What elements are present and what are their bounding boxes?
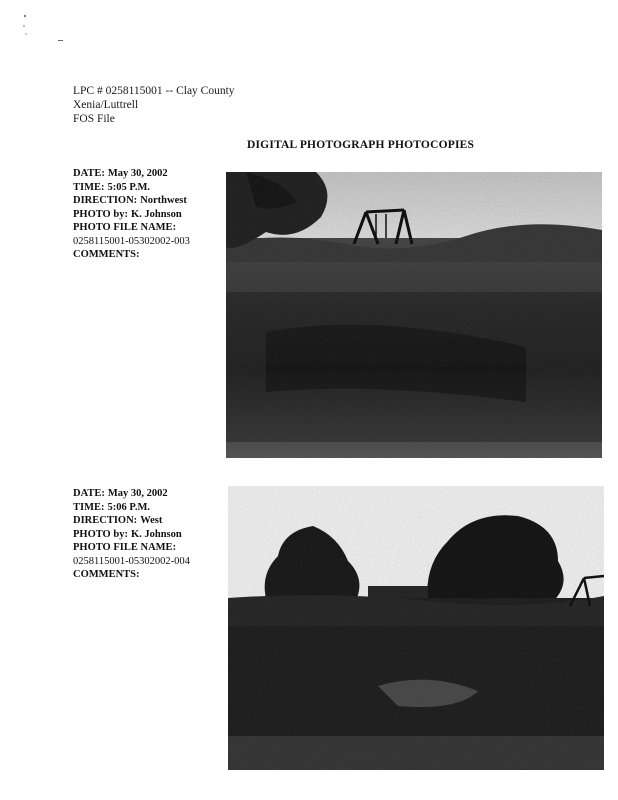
time-value: 5:06 P.M. — [107, 501, 150, 513]
photographer-row: PHOTO by: K. Johnson — [73, 208, 182, 220]
time-row: TIME: 5:05 P.M. — [73, 181, 150, 193]
comments-label: COMMENTS: — [73, 249, 140, 260]
header-site-name: Xenia/Luttrell — [73, 99, 139, 111]
comments-label: COMMENTS: — [73, 569, 140, 580]
scan-specks — [22, 12, 72, 52]
file-name-value: 0258115001-05302002-004 — [73, 555, 190, 567]
photographer-value: K. Johnson — [130, 208, 182, 220]
time-value: 5:05 P.M. — [107, 181, 150, 193]
direction-row: DIRECTION: Northwest — [73, 195, 187, 206]
site-photo-1 — [226, 172, 602, 458]
date-row: DATE: May 30, 2002 — [73, 488, 168, 499]
date-value: May 30, 2002 — [107, 488, 168, 499]
file-name-value: 0258115001-05302002-003 — [73, 235, 190, 247]
photo-record-2-details — [73, 487, 223, 582]
direction-value: Northwest — [140, 195, 187, 206]
photo-record-1-details — [73, 167, 223, 262]
date-value: May 30, 2002 — [107, 168, 168, 179]
file-name-label: PHOTO FILE NAME: — [73, 222, 177, 233]
site-photo-2 — [228, 486, 604, 770]
header-lpc-number: LPC # 0258115001 -- Clay County — [73, 85, 235, 97]
date-row: DATE: May 30, 2002 — [73, 168, 168, 179]
file-name-label: PHOTO FILE NAME: — [73, 542, 177, 553]
header-file-type: FOS File — [73, 113, 115, 125]
photographer-value: K. Johnson — [130, 528, 182, 540]
time-row: TIME: 5:06 P.M. — [73, 501, 150, 513]
document-title: DIGITAL PHOTOGRAPH PHOTOCOPIES — [247, 139, 475, 151]
photographer-row: PHOTO by: K. Johnson — [73, 528, 182, 540]
direction-row: DIRECTION: West — [73, 515, 163, 526]
direction-value: West — [140, 515, 163, 526]
